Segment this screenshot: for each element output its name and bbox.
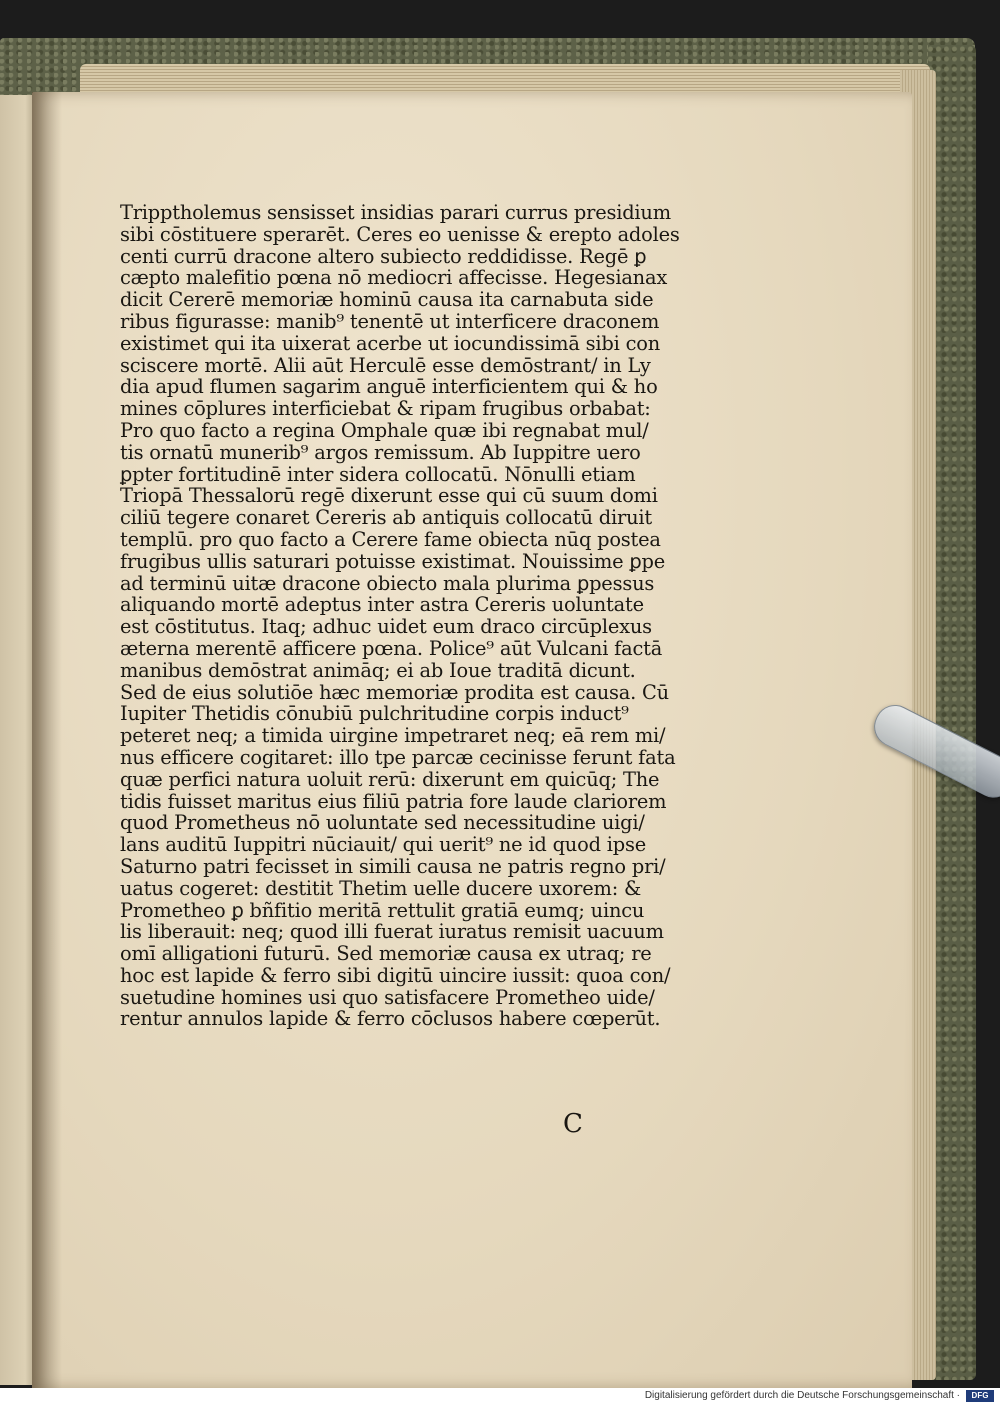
text-line: omī alligationi futurū. Sed memoriæ causa ex utraq; re xyxy=(120,942,652,966)
text-line: suetudine homines usi quo satisfacere Prometheo uide/ xyxy=(120,985,655,1009)
text-line: peteret neq; a timida uirgine impetraret neq; eā rem mi/ xyxy=(120,724,666,748)
text-line: hoc est lapide & ferro sibi digitū uincire iussit: quoa con/ xyxy=(120,963,671,987)
text-line: ciliū tegere conaret Cereris ab antiquis collocatū diruit xyxy=(120,506,652,530)
text-line: Pro quo facto a regina Omphale quæ ibi regnabat mul/ xyxy=(120,418,649,442)
text-line: tidis fuisset maritus eius filiū patria fore laude clariorem xyxy=(120,789,667,813)
text-line: sibi cōstituere sperarēt. Ceres eo uenisse & erepto adoles xyxy=(120,222,680,246)
text-line: Iupiter Thetidis cōnubiū pulchritudine corpis induct⁹ xyxy=(120,702,629,726)
text-line: ꝑpter fortitudinē inter sidera collocatū. Nōnulli etiam xyxy=(120,462,636,486)
text-line: templū. pro quo facto a Cerere fame obiecta nūq postea xyxy=(120,527,661,551)
text-line: quæ perfici natura uoluit rerū: dixerunt em quicūq; The xyxy=(120,767,660,791)
text-line: Prometheo ꝑ bñfitio meritā rettulit gratiā eumq; uincu xyxy=(120,898,645,922)
text-line: lans auditū Iuppitri nūciauit/ qui uerit⁹ ne id quod ipse xyxy=(120,833,646,857)
text-line: dia apud flumen sagarim anguē interficientem qui & ho xyxy=(120,375,658,399)
text-line: rentur annulos lapide & ferro cōclusos habere cœperūt. xyxy=(120,1007,661,1031)
text-line: cæpto malefitio pœna nō mediocri affecisse. Hegesianax xyxy=(120,266,668,290)
text-line: ad terminū uitæ dracone obiecto mala plurima ꝑpessus xyxy=(120,571,655,595)
dfg-logo: DFG xyxy=(966,1390,994,1402)
text-line: est cōstitutus. Itaq; adhuc uidet eum draco circūplexus xyxy=(120,615,652,639)
text-line: uatus cogeret: destitit Thetim uelle ducere uxorem: & xyxy=(120,876,642,900)
text-line: mines cōplures interficiebat & ripam frugibus orbabat: xyxy=(120,397,651,421)
text-line: manibus demōstrat animāq; ei ab Ioue traditā dicunt. xyxy=(120,658,636,682)
text-line: lis liberauit: neq; quod illi fuerat iuratus remisit uacuum xyxy=(120,920,664,944)
text-line: ribus figurasse: manib⁹ tenentē ut interficere draconem xyxy=(120,309,660,333)
text-line: quod Prometheus nō uoluntate sed necessitudine uigi/ xyxy=(120,811,645,835)
text-line: Saturno patri fecisset in simili causa ne patris regno pri/ xyxy=(120,854,666,878)
text-line: æterna merentē afficere pœna. Police⁹ aūt Vulcani factā xyxy=(120,636,663,660)
page-gutter-shadow xyxy=(32,92,62,1388)
text-line: centi currū dracone altero subiecto reddidisse. Regē ꝑ xyxy=(120,244,647,268)
footer-bar xyxy=(0,1388,1000,1405)
text-line: existimet qui ita uixerat acerbe ut iocundissimā sibi con xyxy=(120,331,661,355)
text-line: frugibus ullis saturari potuisse existimat. Nouissime ꝑpe xyxy=(120,549,666,573)
text-line: Sed de eius solutiōe hæc memoriæ prodita est causa. Cū xyxy=(120,680,669,704)
text-line: dicit Cererē memoriæ hominū causa ita carnabuta side xyxy=(120,288,654,312)
text-line: tis ornatū munerib⁹ argos remissum. Ab Iuppitre uero xyxy=(120,440,641,464)
signature-mark: C xyxy=(563,1109,583,1139)
text-line: nus efficere cogitaret: illo tpe parcæ cecinisse ferunt fata xyxy=(120,745,676,769)
text-line: sciscere mortē. Alii aūt Herculē esse demōstrant/ in Ly xyxy=(120,353,651,377)
text-line: Triopā Thessalorū regē dixerunt esse qui cū suum domi xyxy=(120,484,658,508)
footer-credit: Digitalisierung gefördert durch die Deutsche Forschungsgemeinschaft · xyxy=(644,1390,960,1401)
text-line: aliquando mortē adeptus inter astra Cereris uoluntate xyxy=(120,593,644,617)
body-text xyxy=(120,201,680,1031)
text-line: Tripptholemus sensisset insidias parari currus presidium xyxy=(120,201,671,224)
